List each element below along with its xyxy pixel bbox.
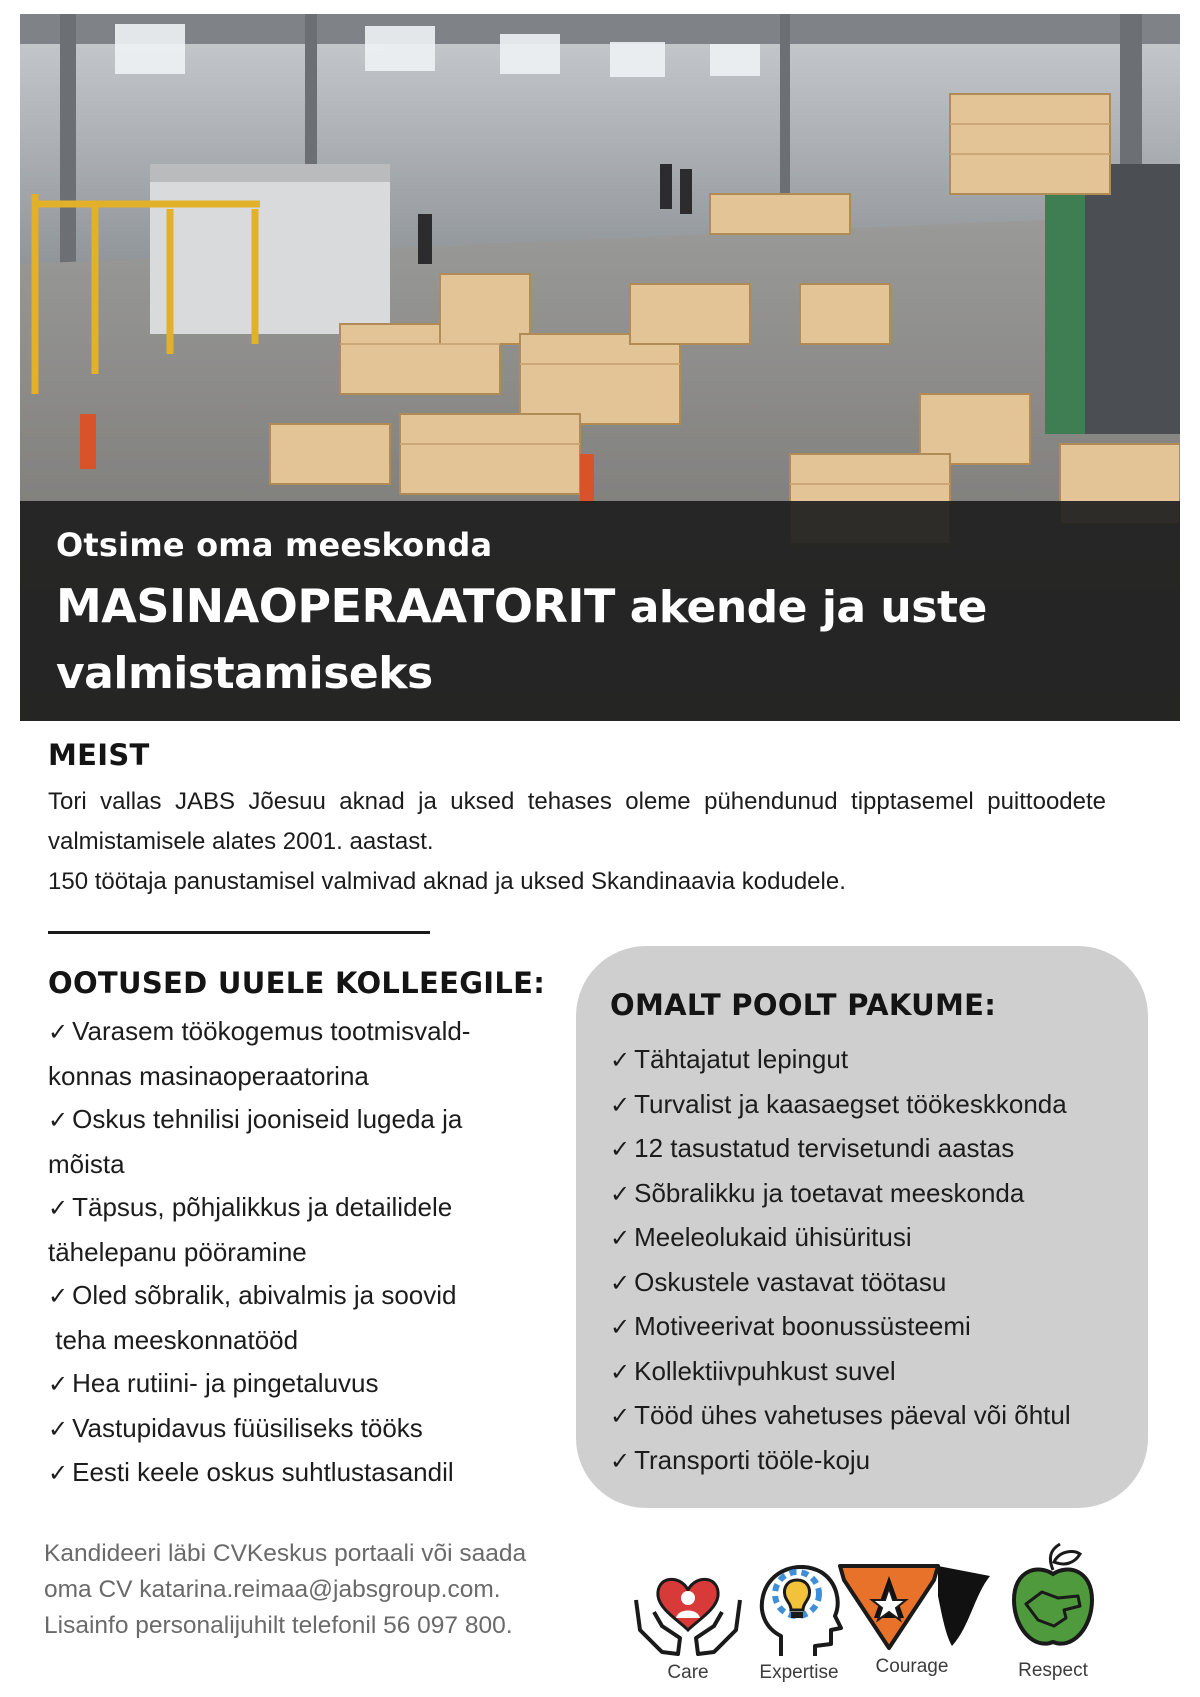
- about-paragraph-2: 150 töötaja panustamisel valmivad aknad ja uksed Skandinaavia kodudele.: [48, 868, 846, 895]
- hero-title-strong: MASINAOPERAATORIT: [56, 579, 615, 633]
- hero-title-band: [20, 501, 1180, 721]
- contact-line-1: Kandideeri läbi CVKeskus portaali või saada: [44, 1540, 527, 1567]
- offer-box: [576, 946, 1148, 1508]
- check-icon: ✓: [610, 1090, 631, 1119]
- expectations-section: [48, 966, 568, 1496]
- list-item: ✓ Vastupidavus füüsiliseks tööks: [48, 1412, 423, 1443]
- check-icon: ✓: [610, 1402, 631, 1430]
- check-icon: ✓: [48, 1018, 69, 1046]
- hero-title: [56, 573, 1144, 707]
- value-care: [628, 1560, 748, 1684]
- check-icon: ✓: [610, 1446, 631, 1475]
- list-item-continuation: teha meeskonnatööd: [48, 1324, 299, 1355]
- value-label-expertise: Expertise: [759, 1662, 839, 1683]
- check-icon: ✓: [610, 1357, 631, 1386]
- about-text: [48, 782, 1106, 902]
- list-item: ✓ Oskustele vastavat töötasu: [610, 1266, 947, 1297]
- check-icon: ✓: [48, 1459, 69, 1487]
- list-item: ✓ 12 tasustatud tervisetundi aastas: [610, 1133, 1015, 1163]
- list-item: ✓ Eesti keele oskus suhtlustasandil: [48, 1457, 454, 1487]
- respect-apple-handshake-icon: [1008, 1540, 1098, 1658]
- value-label-care: Care: [667, 1662, 709, 1683]
- value-courage: [832, 1556, 992, 1678]
- expectations-heading: OOTUSED UUELE KOLLEEGILE:: [48, 966, 546, 1000]
- list-item-continuation: mõista: [48, 1148, 125, 1179]
- check-icon: ✓: [610, 1179, 631, 1208]
- expectations-list: [48, 1010, 568, 1496]
- value-label-respect: Respect: [1018, 1660, 1088, 1681]
- list-item: ✓ Sõbralikku ja toetavat meeskonda: [610, 1177, 1025, 1208]
- list-item: ✓ Tähtajatut lepingut: [610, 1044, 849, 1074]
- contact-email-line[interactable]: oma CV katarina.reimaa@jabsgroup.com.: [44, 1576, 501, 1603]
- hero-kicker: Otsime oma meeskonda: [56, 526, 493, 564]
- list-item-continuation: tähelepanu pööramine: [48, 1236, 307, 1267]
- list-item: ✓ Turvalist ja kaasaegset töökeskkonda: [610, 1088, 1067, 1119]
- list-item-continuation: konnas masinaoperaatorina: [48, 1060, 369, 1091]
- section-divider: [48, 931, 430, 934]
- care-hands-heart-icon: [632, 1560, 744, 1660]
- check-icon: ✓: [610, 1224, 631, 1252]
- offer-heading: OMALT POOLT PAKUME:: [610, 988, 997, 1022]
- about-heading: MEIST: [48, 738, 150, 772]
- hero-title-rest: akende ja uste valmistamiseks: [56, 582, 987, 699]
- check-icon: ✓: [48, 1194, 69, 1222]
- check-icon: ✓: [610, 1046, 631, 1074]
- about-paragraph-1: Tori vallas JABS Jõesuu aknad ja uksed tehases oleme pühendunud tipptasemel puittoodete valmistamisele alates 2001. aastast.: [48, 788, 1106, 855]
- list-item: ✓ Kollektiivpuhkust suvel: [610, 1355, 896, 1386]
- contact-info: [44, 1536, 604, 1644]
- list-item: ✓ Tööd ühes vahetuses päeval või õhtul: [610, 1400, 1071, 1430]
- check-icon: ✓: [48, 1414, 69, 1443]
- check-icon: ✓: [48, 1282, 69, 1310]
- contact-phone-line: Lisainfo personalijuhilt telefonil 56 097 800.: [44, 1612, 513, 1639]
- value-label-courage: Courage: [875, 1656, 949, 1677]
- offer-list: [610, 1038, 1148, 1483]
- check-icon: ✓: [610, 1313, 631, 1341]
- list-item: ✓ Oled sõbralik, abivalmis ja soovid: [48, 1280, 457, 1310]
- value-respect: [998, 1540, 1108, 1682]
- list-item: ✓ Motiveerivat boonussüsteemi: [610, 1311, 971, 1341]
- check-icon: ✓: [48, 1370, 69, 1398]
- list-item: ✓ Transporti tööle-koju: [610, 1444, 871, 1475]
- list-item: ✓ Varasem töökogemus tootmisvald-: [48, 1016, 471, 1046]
- check-icon: ✓: [610, 1268, 631, 1297]
- hero-banner: [20, 14, 1180, 721]
- list-item: ✓ Hea rutiini- ja pingetaluvus: [48, 1368, 379, 1398]
- check-icon: ✓: [610, 1135, 631, 1163]
- list-item: ✓ Meeleolukaid ühisüritusi: [610, 1222, 912, 1252]
- check-icon: ✓: [48, 1106, 69, 1134]
- courage-shield-star-icon: [834, 1556, 990, 1654]
- list-item: ✓ Täpsus, põhjalikkus ja detailidele: [48, 1192, 453, 1222]
- about-section: [48, 738, 1106, 902]
- list-item: ✓ Oskus tehnilisi jooniseid lugeda ja: [48, 1104, 463, 1134]
